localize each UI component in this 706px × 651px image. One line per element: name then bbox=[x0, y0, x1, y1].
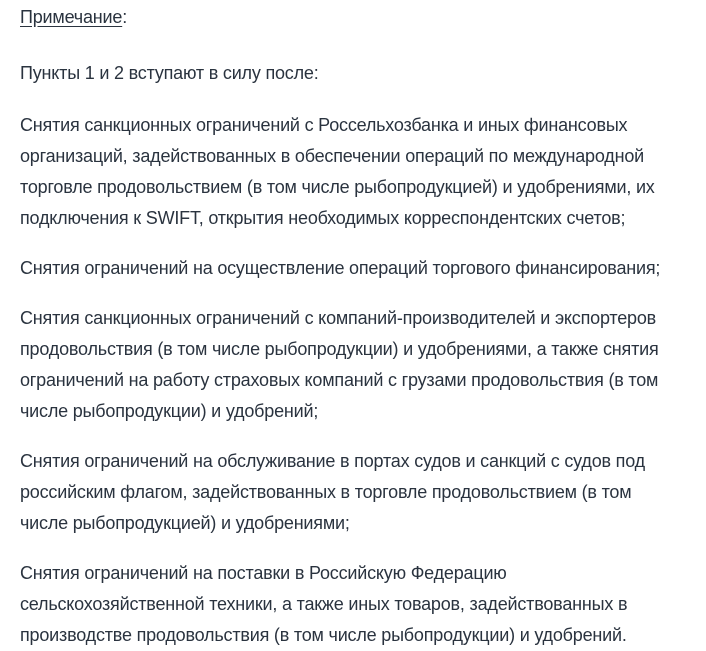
note-heading-text: Примечание bbox=[20, 7, 123, 27]
note-heading-colon: : bbox=[122, 7, 127, 27]
paragraph-ports-ships: Снятия ограничений на обслуживание в портах судов и санкций с судов под российским флагом, задействованных в торговле продовольствием (в том числе рыбопродукцией) и удобрениями; bbox=[20, 451, 645, 533]
paragraph-agricultural-machinery: Снятия ограничений на поставки в Российскую Федерацию сельскохозяйственной техники, а также иных товаров, задействованных в производстве продовольствия (в том числе рыбопродукции) и удобрений. bbox=[20, 563, 628, 645]
paragraph-sanctions-banks: Снятия санкционных ограничений с Россельхозбанка и иных финансовых организаций, задействованных в обеспечении операций по международной торговле продовольствием (в том числе рыбопродукцией) и удобрениями, их подключения к SWIFT, открытия необходимых корреспондентских счетов; bbox=[20, 115, 655, 228]
note-intro: Пункты 1 и 2 вступают в силу после: bbox=[20, 63, 319, 83]
paragraph-trade-financing: Снятия ограничений на осуществление операций торгового финансирования; bbox=[20, 258, 661, 278]
note-heading bbox=[20, 2, 662, 33]
paragraph-producers-exporters-insurance: Снятия санкционных ограничений с компаний-производителей и экспортеров продовольствия (в том числе рыбопродукции) и удобрениями, а также снятия ограничений на работу страховых компаний с грузами продовольствия (в том числе рыбопродукции) и удобрений; bbox=[20, 308, 659, 421]
